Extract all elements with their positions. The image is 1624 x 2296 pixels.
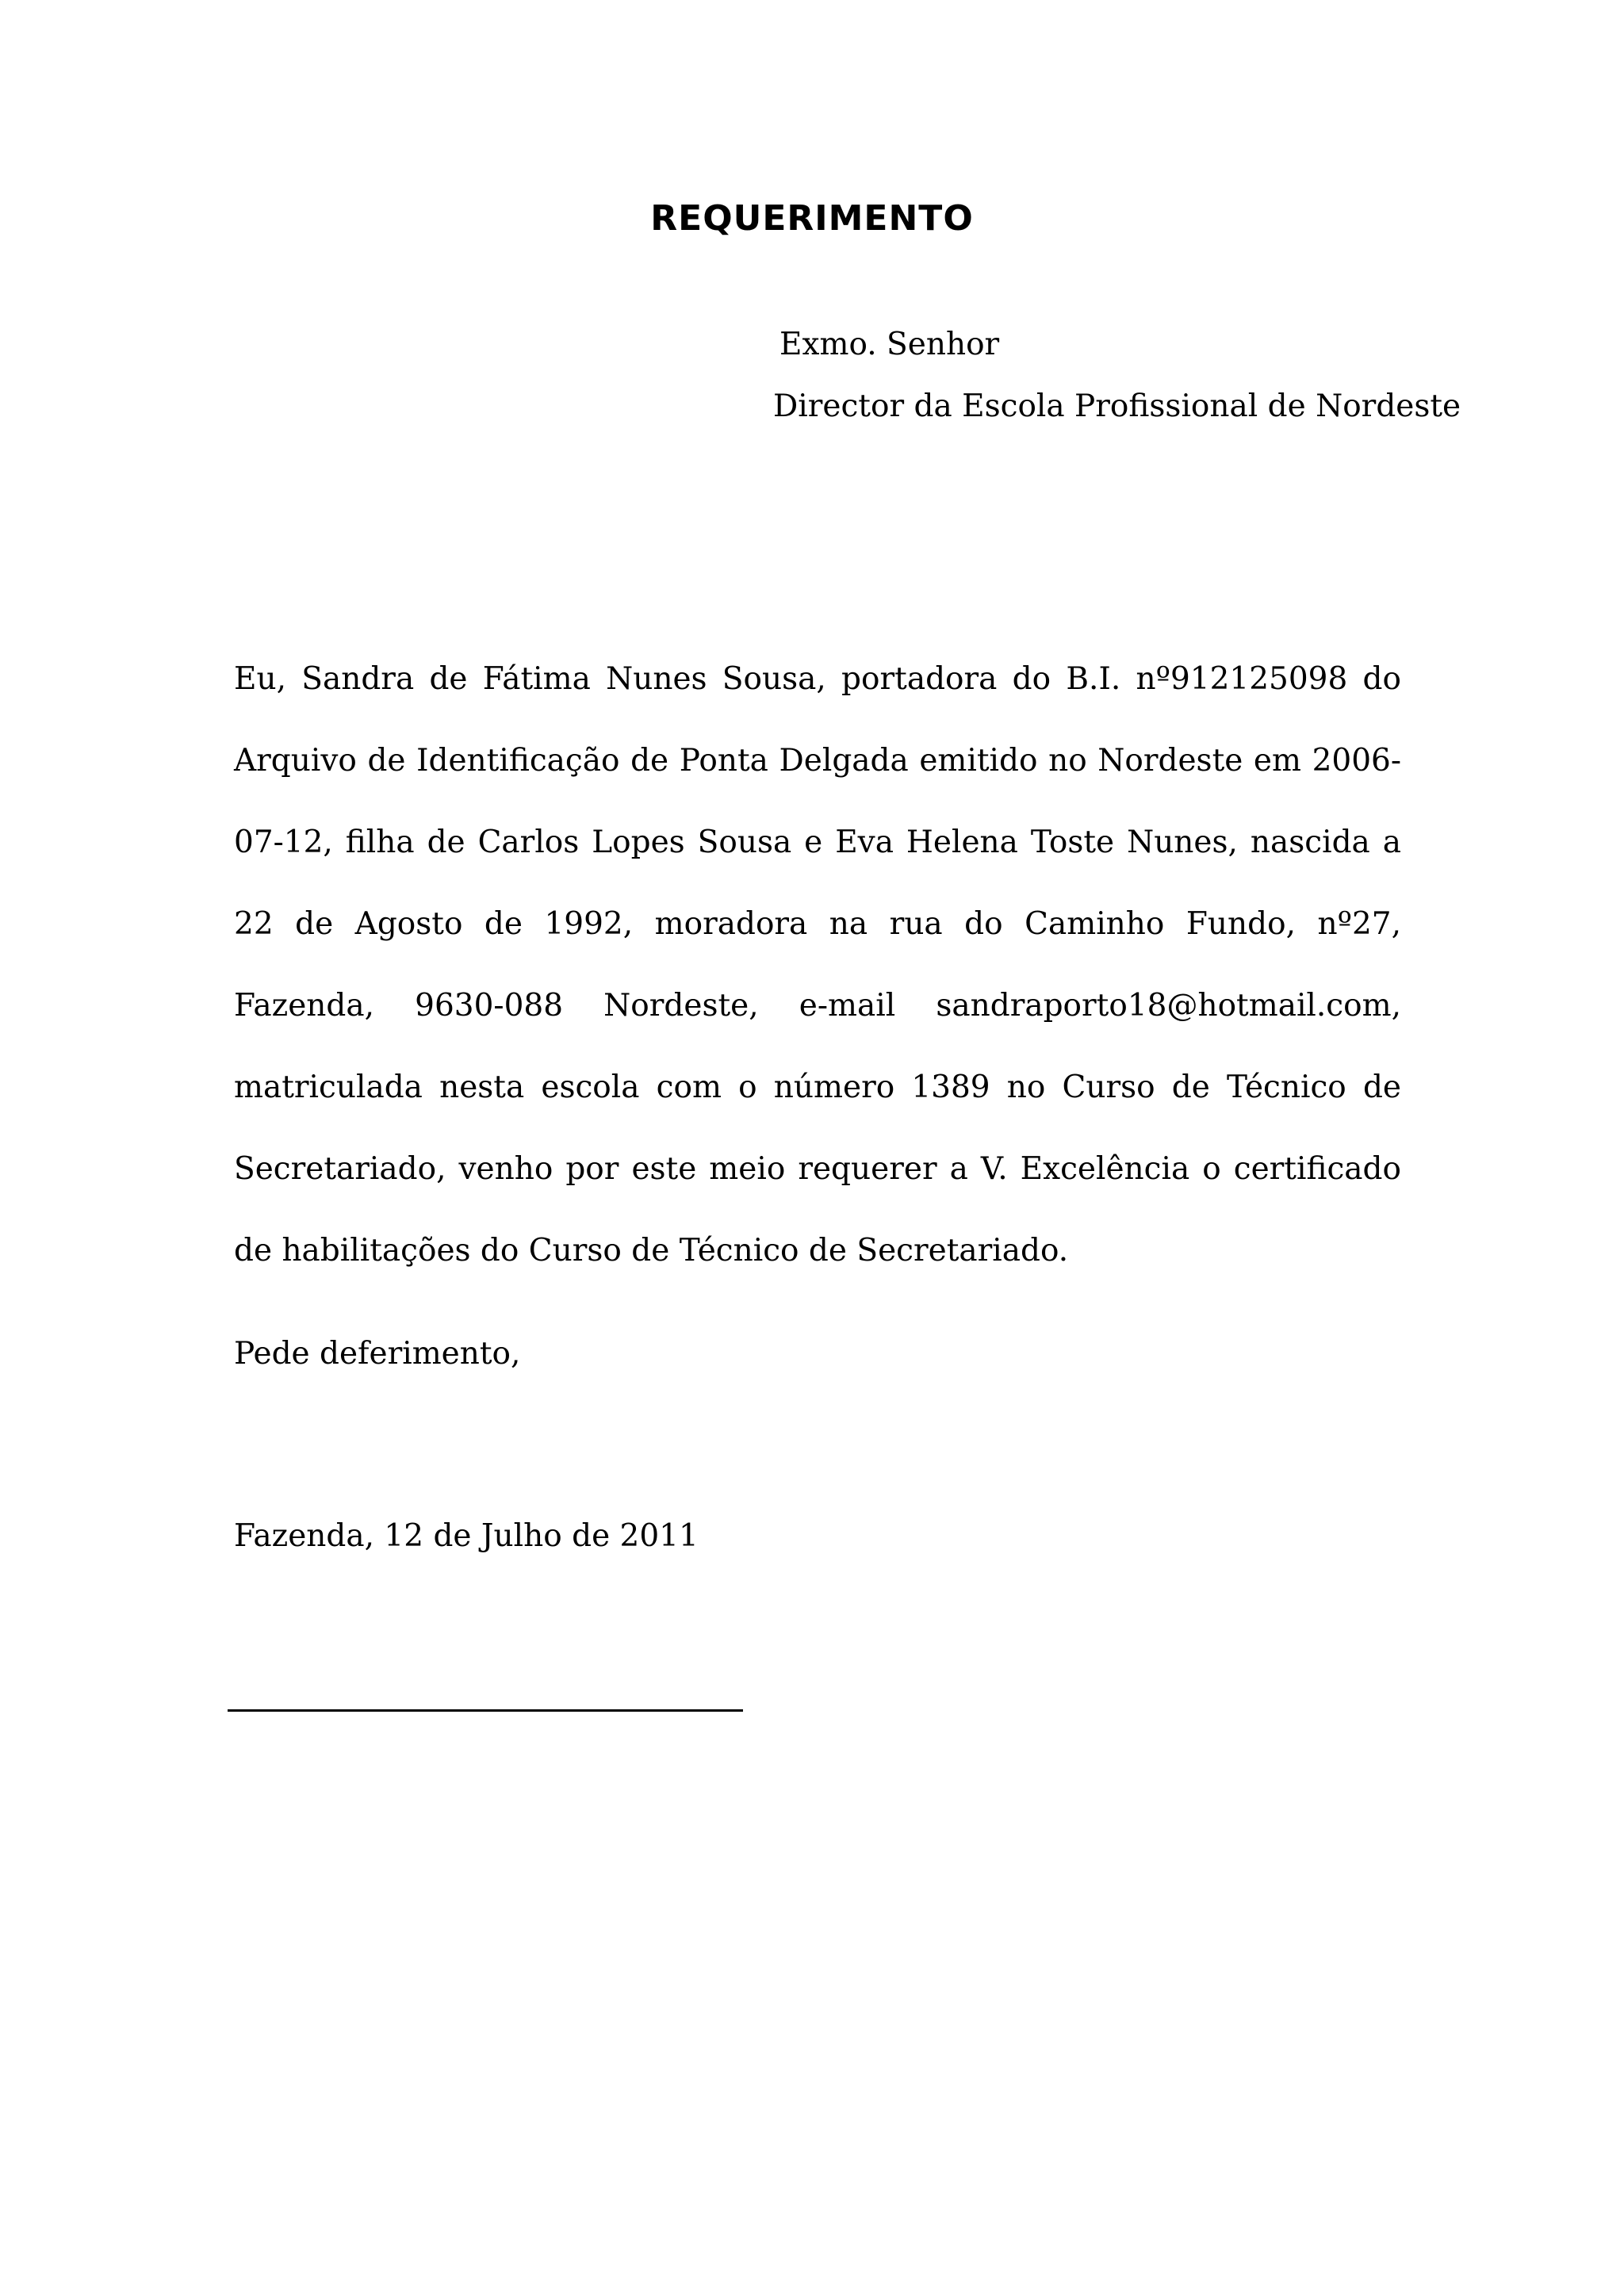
request-body-paragraph: Eu, Sandra de Fátima Nunes Sousa, portadora do B.I. nº912125098 do Arquivo de Identificação de Ponta Delgada emitido no Nordeste em 2006-07-12, filha de Carlos Lopes Sousa e Eva Helena Toste Nunes, nascida a 22 de Agosto de 1992, moradora na rua do Caminho Fundo, nº27, Fazenda, 9630-088 Nordeste, e-mail sandraporto18@hotmail.com, matriculada nesta escola com o número 1389 no Curso de Técnico de Secretariado, venho por este meio requerer a V. Excelência o certificado de habilitações do Curso de Técnico de Secretariado. xyxy=(234,661,1401,1269)
closing-line: Pede deferimento, xyxy=(234,1336,521,1372)
signature-line xyxy=(228,1709,743,1712)
place-and-date: Fazenda, 12 de Julho de 2011 xyxy=(234,1518,699,1554)
document-title: REQUERIMENTO xyxy=(650,198,974,239)
addressee-recipient: Director da Escola Profissional de Nordeste xyxy=(773,388,1461,424)
addressee-salutation: Exmo. Senhor xyxy=(779,327,1000,362)
